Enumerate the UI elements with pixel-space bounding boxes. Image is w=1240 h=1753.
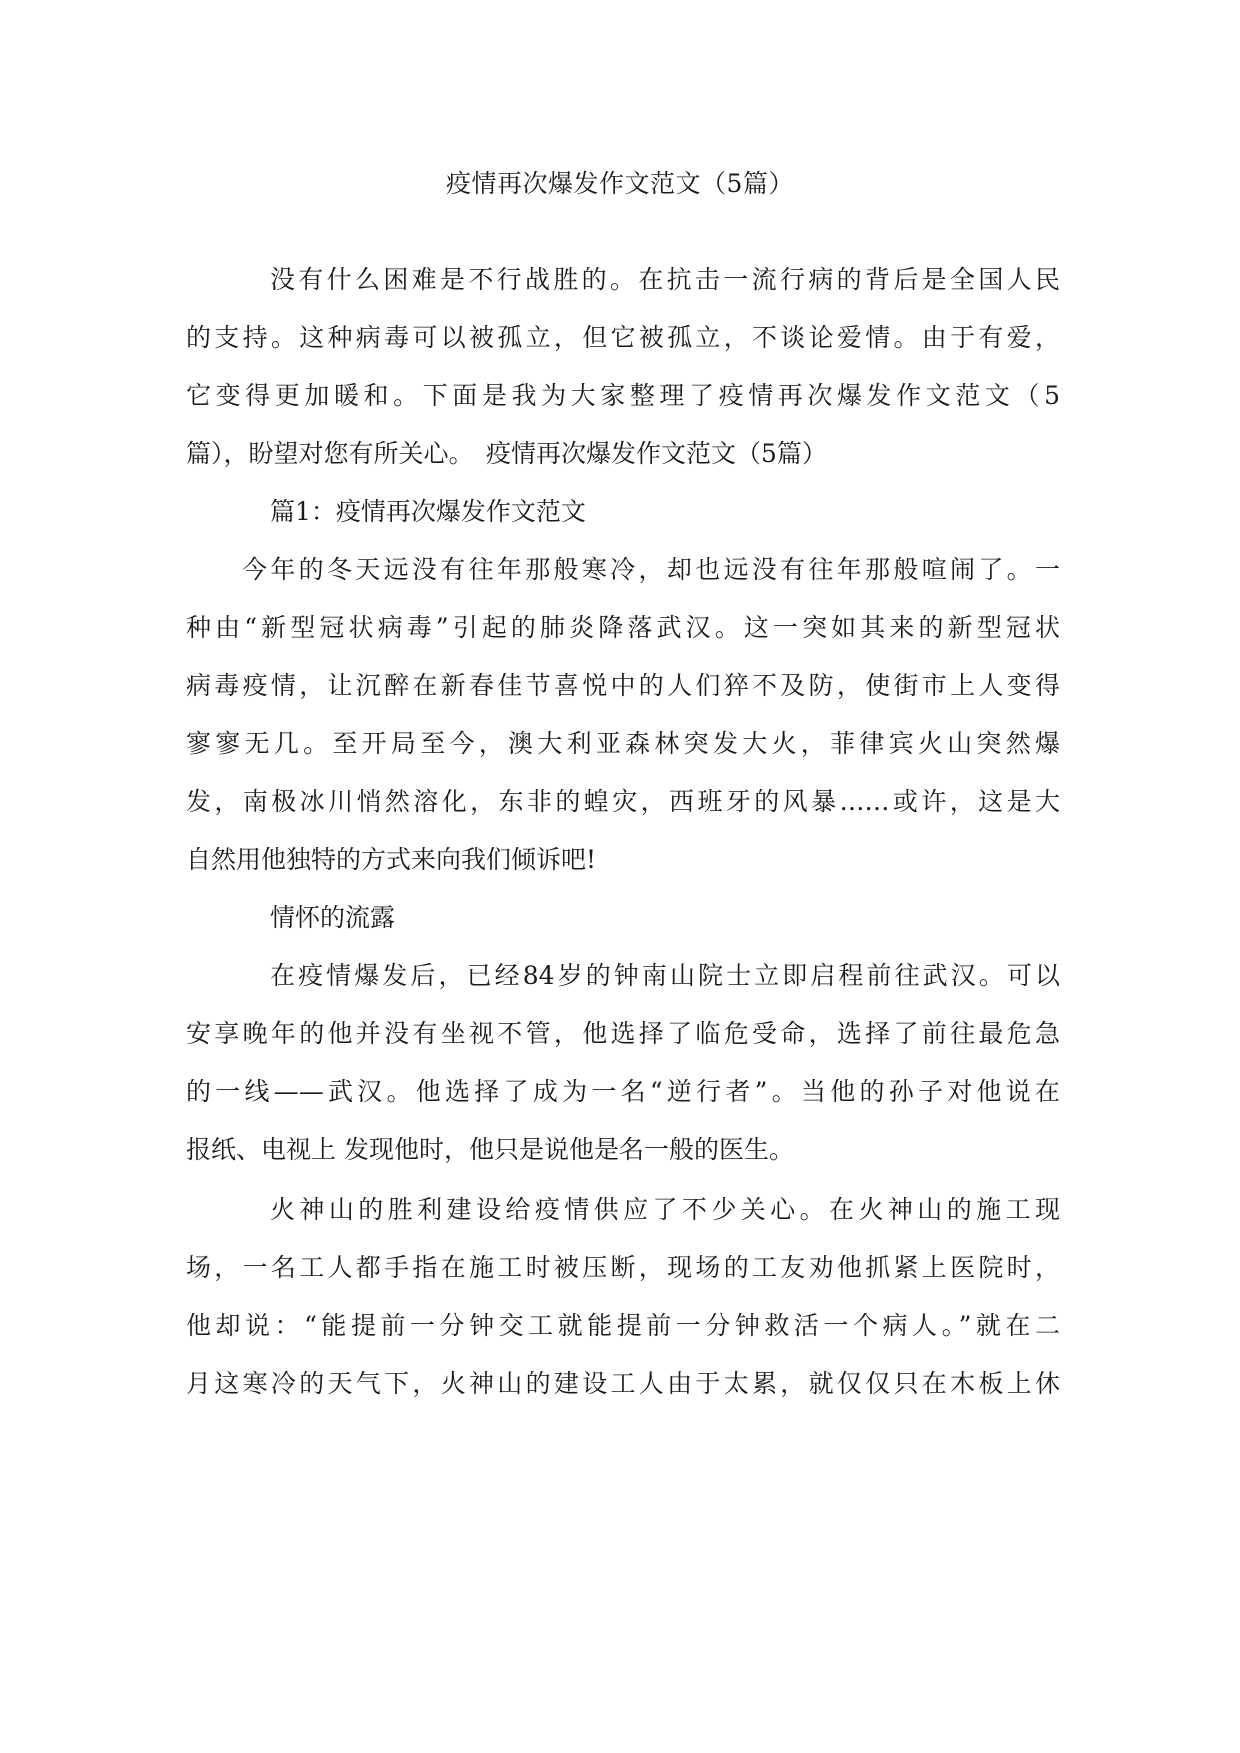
paragraph1-line-5: 发，南极冰川悄然溶化，东非的蝗灾，西班牙的风暴……或许，这是大	[186, 787, 1060, 816]
paragraph1-line-6: 自然用他独特的方式来向我们倾诉吧!	[186, 845, 597, 874]
paragraph1-line-2: 种由“新型冠状病毒”引起的肺炎降落武汉。这一突如其来的新型冠状	[186, 613, 1060, 642]
section-heading: 篇1：疫情再次爆发作文范文	[270, 497, 586, 526]
intro-line-3: 它变得更加暖和。下面是我为大家整理了疫情再次爆发作文范文（5	[186, 381, 1060, 410]
intro-line-2: 的支持。这种病毒可以被孤立，但它被孤立，不谈论爱情。由于有爱，	[186, 323, 1060, 352]
paragraph2-line-2: 安享晚年的他并没有坐视不管，他选择了临危受命，选择了前往最危急	[186, 1019, 1060, 1048]
intro-line-1: 没有什么困难是不行战胜的。在抗击一流行病的背后是全国人民	[270, 265, 1060, 294]
paragraph2-line-1: 在疫情爆发后，已经84岁的钟南山院士立即启程前往武汉。可以	[270, 961, 1060, 990]
paragraph2-line-3: 的一线——武汉。他选择了成为一名“逆行者”。当他的孙子对他说在	[186, 1077, 1060, 1106]
paragraph3-line-3: 他却说：“能提前一分钟交工就能提前一分钟救活一个病人。”就在二	[186, 1311, 1060, 1340]
paragraph3-line-2: 场，一名工人都手指在施工时被压断，现场的工友劝他抓紧上医院时，	[186, 1253, 1060, 1282]
paragraph3-line-1: 火神山的胜利建设给疫情供应了不少关心。在火神山的施工现	[270, 1195, 1060, 1224]
paragraph1-line-1: 今年的冬天远没有往年那般寒冷，却也远没有往年那般喧闹了。一	[242, 555, 1060, 584]
subheading: 情怀的流露	[270, 903, 396, 932]
paragraph1-line-4: 寥寥无几。至开局至今，澳大利亚森林突发大火，菲律宾火山突然爆	[186, 729, 1060, 758]
intro-line-4: 篇），盼望对您有所关心。 疫情再次爆发作文范文（5篇）	[186, 439, 827, 468]
document-title: 疫情再次爆发作文范文（5篇）	[446, 169, 794, 198]
paragraph3-line-4: 月这寒冷的天气下，火神山的建设工人由于太累，就仅仅只在木板上休	[186, 1369, 1060, 1398]
paragraph1-line-3: 病毒疫情，让沉醉在新春佳节喜悦中的人们猝不及防，使街市上人变得	[186, 671, 1060, 700]
paragraph2-line-4: 报纸、电视上 发现他时，他只是说他是名一般的医生。	[186, 1135, 794, 1164]
